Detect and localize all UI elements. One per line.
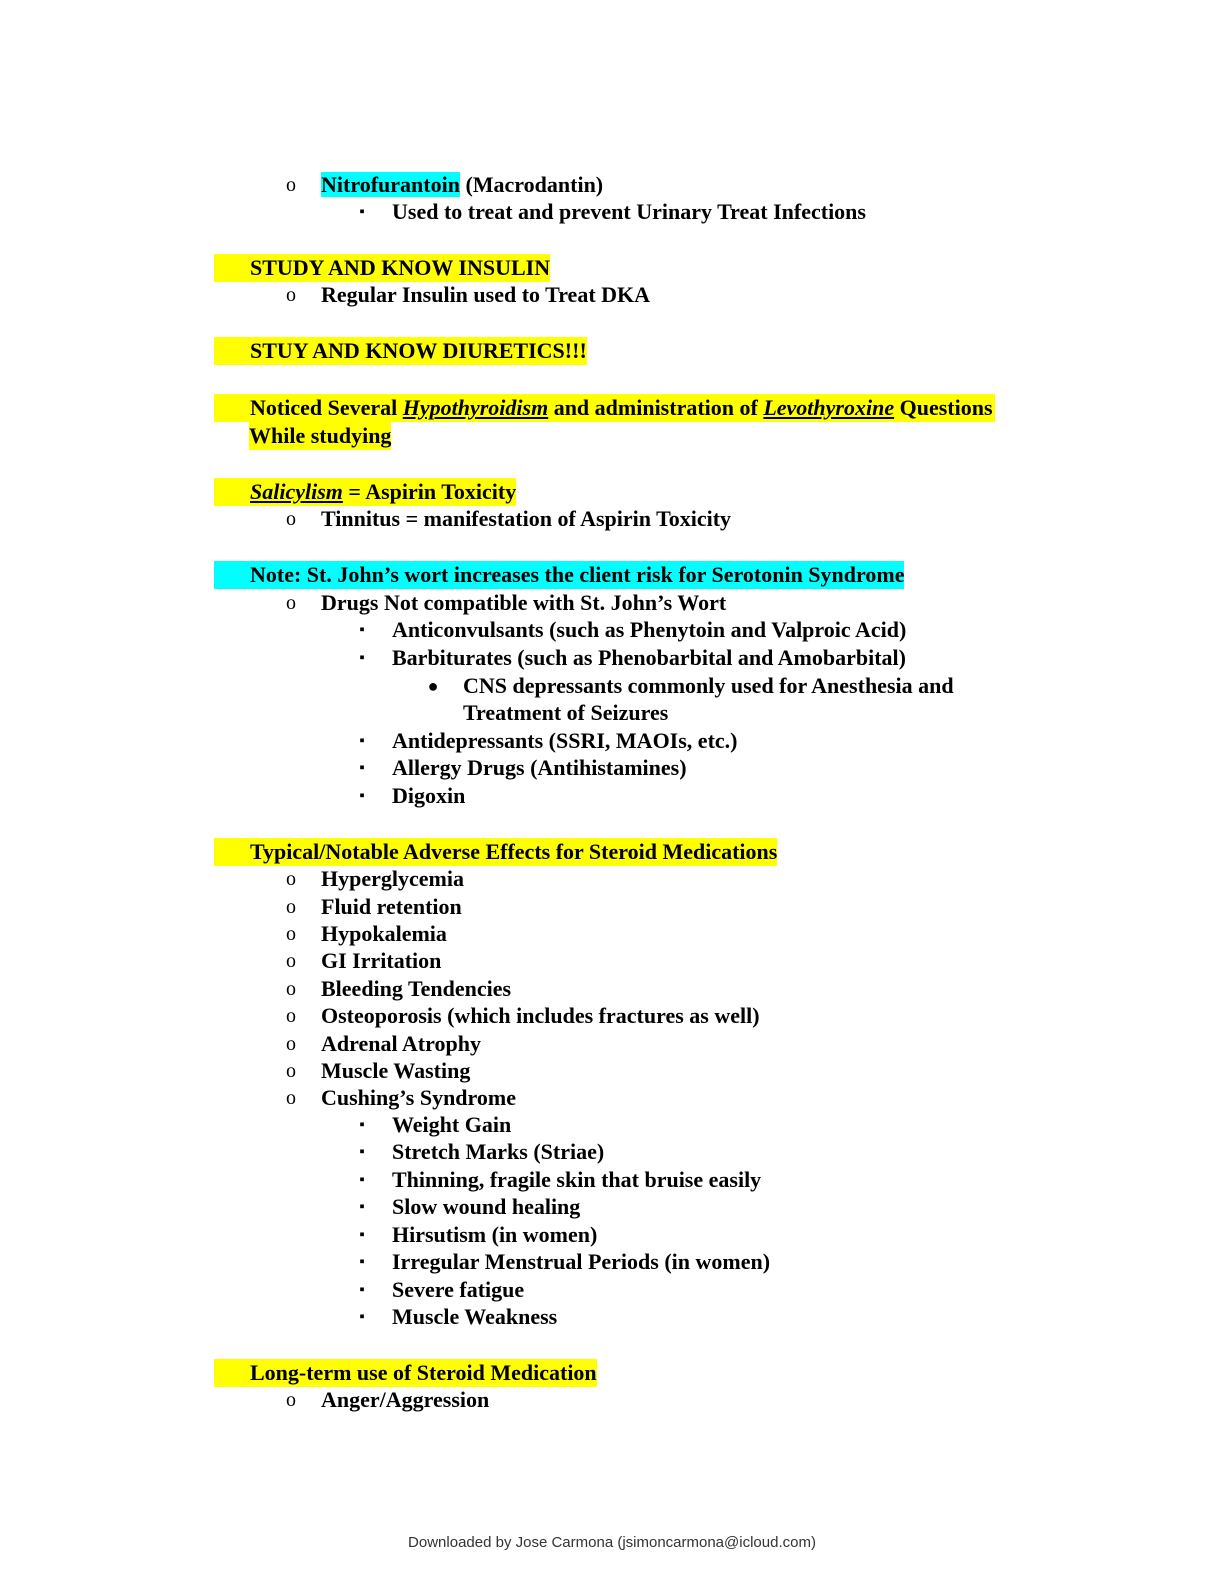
item-text: Osteoporosis (which includes fractures as well) (321, 1003, 760, 1028)
bullet-marker: ▪ (359, 622, 365, 638)
text-part: = Aspirin Toxicity (342, 479, 517, 504)
item-text: Adrenal Atrophy (321, 1031, 481, 1056)
bullet-marker: o (286, 174, 296, 196)
item-text: Treatment of Seizures (463, 700, 669, 725)
bullet-marker: o (286, 950, 296, 972)
item-text: Fluid retention (321, 894, 462, 919)
item-text: Regular Insulin used to Treat DKA (321, 282, 651, 307)
bullet-marker: ▪ (359, 733, 365, 749)
bullet-marker: ▪ (359, 1172, 365, 1188)
emphasized-term: Hypothyroidism (402, 395, 549, 420)
bullet-marker: ▪ (359, 204, 365, 220)
bullet-marker: o (286, 592, 296, 614)
bullet-marker: ▪ (359, 1282, 365, 1298)
item-text: Weight Gain (392, 1112, 512, 1137)
bullet-marker: o (286, 1033, 296, 1055)
item-text: GI Irritation (321, 948, 442, 973)
emphasized-term: Salicylism (250, 479, 343, 504)
text-part: Noticed Several (250, 395, 403, 420)
bullet-marker: o (286, 284, 296, 306)
bullet-marker: ▪ (359, 1254, 365, 1270)
bullet-marker: ▪ (359, 1144, 365, 1160)
item-text: Allergy Drugs (Antihistamines) (392, 755, 687, 780)
section-heading: Long-term use of Steroid Medication (214, 1359, 597, 1387)
bullet-marker: ▪ (359, 1227, 365, 1243)
item-text: Severe fatigue (392, 1277, 525, 1302)
text-part: Questions (894, 395, 993, 420)
download-footer: Downloaded by Jose Carmona (jsimoncarmona@icloud.com) (408, 1534, 816, 1551)
item-text: Anticonvulsants (such as Phenytoin and Valproic Acid) (392, 617, 907, 642)
item-text: Drugs Not compatible with St. John’s Wort (321, 590, 727, 615)
item-text: Digoxin (392, 783, 466, 808)
bullet-marker: o (286, 1389, 296, 1411)
item-text: Antidepressants (SSRI, MAOIs, etc.) (392, 728, 738, 753)
item-text: Anger/Aggression (321, 1387, 490, 1412)
section-heading (214, 394, 995, 422)
bullet-marker: ▪ (359, 1309, 365, 1325)
bullet-marker: ▪ (359, 1117, 365, 1133)
section-heading: Typical/Notable Adverse Effects for Steroid Medications (214, 838, 777, 866)
item-text: Muscle Weakness (392, 1304, 558, 1329)
bullet-marker: ▪ (359, 650, 365, 666)
item-text: Bleeding Tendencies (321, 976, 512, 1001)
section-heading: STUY AND KNOW DIURETICS!!! (214, 337, 587, 365)
highlighted-text: Nitrofurantoin (321, 172, 460, 197)
item-text: Muscle Wasting (321, 1058, 471, 1083)
item-text: Thinning, fragile skin that bruise easily (392, 1167, 762, 1192)
item-text-part: (Macrodantin) (459, 172, 604, 197)
item-text: Tinnitus = manifestation of Aspirin Toxicity (321, 506, 732, 531)
bullet-marker: o (286, 1005, 296, 1027)
item-text: Hyperglycemia (321, 866, 464, 891)
item-text: Slow wound healing (392, 1194, 581, 1219)
bullet-marker: o (286, 868, 296, 890)
bullet-marker: o (286, 896, 296, 918)
text-part: and administration of (548, 395, 764, 420)
item-text (321, 171, 603, 199)
section-heading: STUDY AND KNOW INSULIN (214, 254, 550, 282)
item-text: Cushing’s Syndrome (321, 1085, 517, 1110)
item-text: CNS depressants commonly used for Anesthesia and (463, 673, 954, 698)
section-heading: Note: St. John’s wort increases the client risk for Serotonin Syndrome (214, 561, 904, 589)
item-text: Hypokalemia (321, 921, 447, 946)
item-text: Irregular Menstrual Periods (in women) (392, 1249, 771, 1274)
item-text: Stretch Marks (Striae) (392, 1139, 605, 1164)
section-heading: While studying (249, 423, 392, 448)
bullet-marker: ▪ (359, 1199, 365, 1215)
bullet-marker: o (286, 508, 296, 530)
bullet-marker: o (286, 923, 296, 945)
bullet-marker: ● (427, 676, 439, 696)
bullet-marker: o (286, 978, 296, 1000)
bullet-marker: o (286, 1060, 296, 1082)
section-heading (214, 478, 516, 506)
item-text: Barbiturates (such as Phenobarbital and Amobarbital) (392, 645, 906, 670)
bullet-marker: ▪ (359, 760, 365, 776)
item-text: Used to treat and prevent Urinary Treat Infections (392, 199, 866, 224)
emphasized-term: Levothyroxine (763, 395, 895, 420)
bullet-marker: ▪ (359, 788, 365, 804)
item-text: Hirsutism (in women) (392, 1222, 598, 1247)
bullet-marker: o (286, 1087, 296, 1109)
